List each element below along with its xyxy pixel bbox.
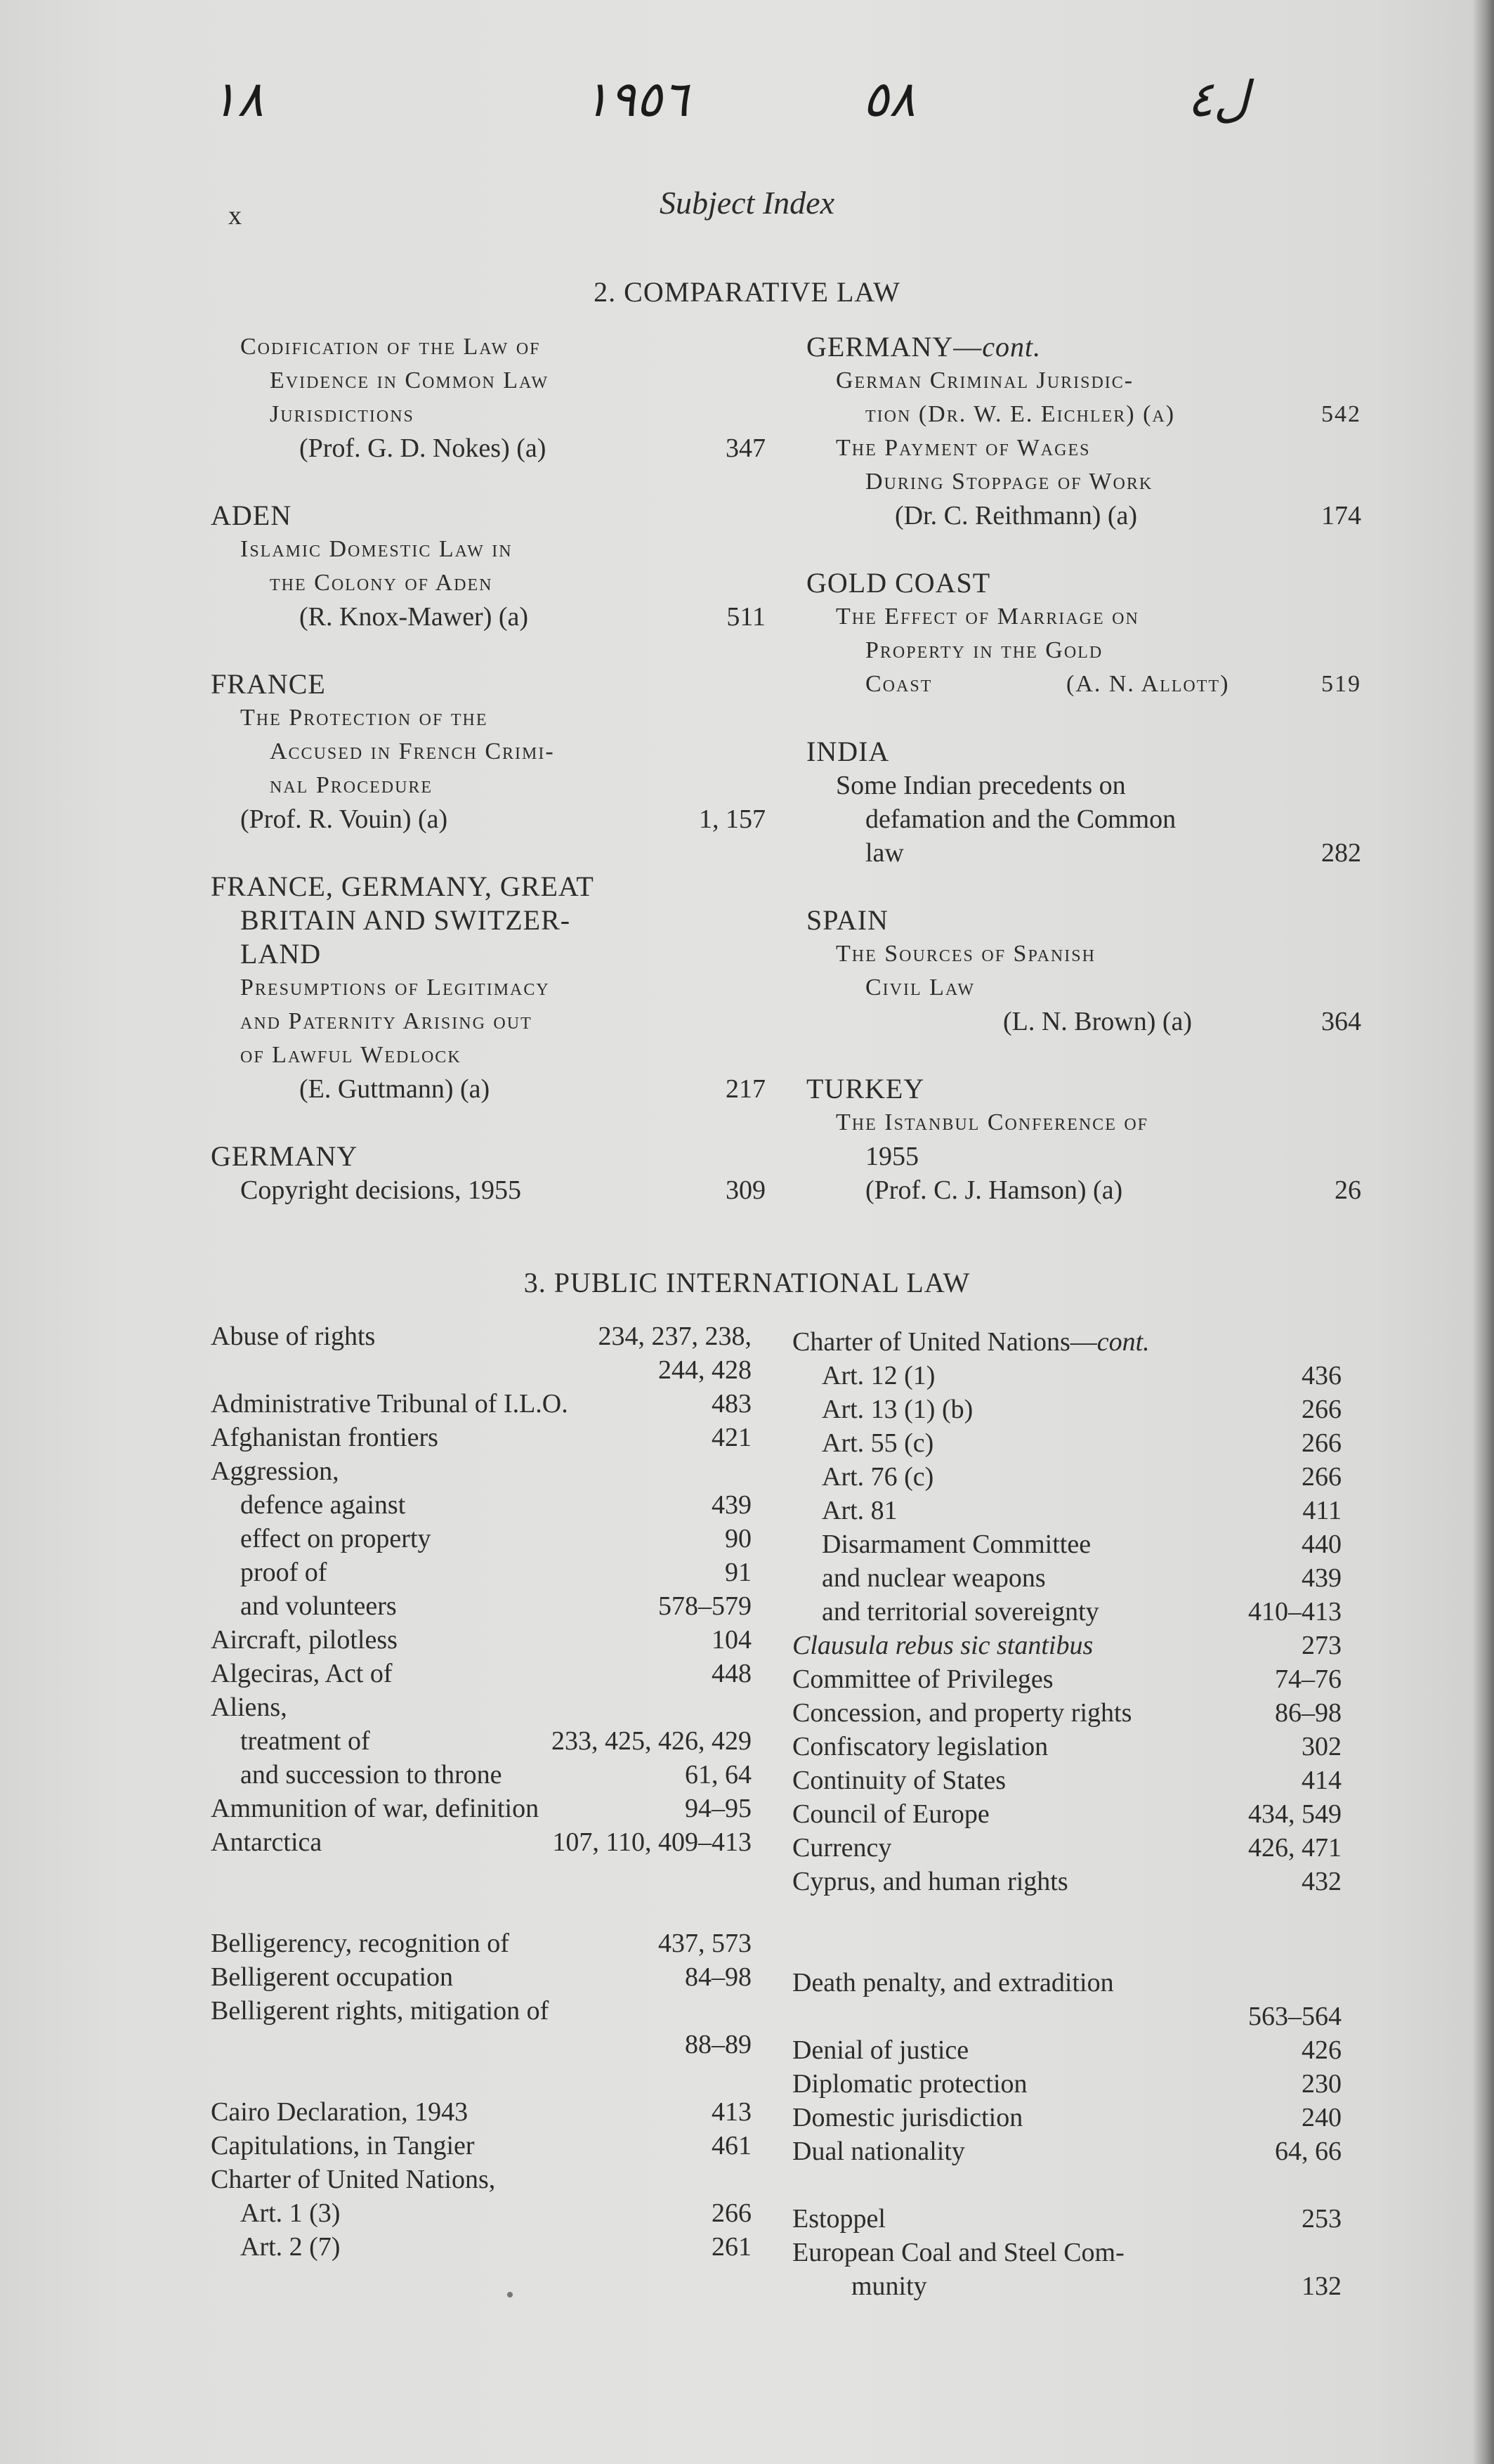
page-ref: 436 xyxy=(1302,1361,1342,1390)
country-heading: LAND xyxy=(240,938,322,970)
page-ref: 519 xyxy=(1321,671,1361,697)
page-ref: 302 xyxy=(1302,1732,1342,1761)
page-ref: 61, 64 xyxy=(685,1760,752,1790)
entry-author: (R. Knox-Mawer) (a) 511 xyxy=(211,600,766,634)
page-ref: 266 xyxy=(1302,1428,1342,1458)
page-ref: 217 xyxy=(726,1074,766,1104)
index-subentry: treatment of 233, 425, 426, 429 xyxy=(211,1724,752,1758)
page-ref: 461 xyxy=(712,2131,752,2160)
entry-title: tion (Dr. W. E. Eichler) (a) 542 xyxy=(806,398,1361,431)
index-subentry: and nuclear weapons 439 xyxy=(792,1561,1342,1595)
page-ref: 26 xyxy=(1335,1175,1361,1205)
country-heading: BRITAIN AND SWITZER- xyxy=(240,904,571,936)
entry-author: (Prof. R. Vouin) (a) 1, 157 xyxy=(211,802,766,836)
entry-title: Codification of the Law of xyxy=(240,334,541,360)
index-subentry: Art. 76 (c) 266 xyxy=(792,1460,1342,1494)
index-entry: Aliens, xyxy=(211,1693,287,1722)
entry-title: Some Indian precedents on xyxy=(836,771,1126,800)
page-ref: 253 xyxy=(1302,2204,1342,2234)
entry-title: of Lawful Wedlock xyxy=(240,1042,461,1068)
page-ref: 440 xyxy=(1302,1530,1342,1559)
running-head: Subject Index xyxy=(659,185,835,221)
page-ref: 266 xyxy=(712,2198,752,2228)
page-ref: 1, 157 xyxy=(699,804,766,834)
country-heading: INDIA xyxy=(806,736,890,767)
page-ref: 244, 428 xyxy=(658,1355,752,1385)
index-subentry: and territorial sovereignty 410–413 xyxy=(792,1595,1342,1629)
comparative-law-left-column xyxy=(211,330,766,1207)
page-ref: 233, 425, 426, 429 xyxy=(551,1726,752,1756)
index-entry: Clausula rebus sic stantibus 273 xyxy=(792,1629,1342,1662)
index-subentry: Disarmament Committee 440 xyxy=(792,1527,1342,1561)
entry-title: defamation and the Common xyxy=(865,804,1177,834)
country-heading: TURKEY xyxy=(806,1073,925,1104)
handwritten-note-2: ١٩٥٦ xyxy=(583,70,689,128)
international-law-right-column xyxy=(792,1325,1342,2303)
page-ref: 439 xyxy=(1302,1563,1342,1593)
page-ref: 132 xyxy=(1302,2271,1342,2301)
page-ref: 542 xyxy=(1321,401,1361,427)
page-ref: 104 xyxy=(712,1625,752,1655)
page-ref: 511 xyxy=(726,602,766,632)
index-subentry: Art. 2 (7) 261 xyxy=(211,2230,752,2264)
page-ref: 414 xyxy=(1302,1766,1342,1795)
page-ref: 94–95 xyxy=(685,1794,752,1823)
index-entry: Belligerent rights, mitigation of xyxy=(211,1996,549,2026)
index-entry: Estoppel 253 xyxy=(792,2202,1342,2236)
index-entry: Charter of United Nations, xyxy=(211,2165,496,2194)
page-ref: 410–413 xyxy=(1248,1597,1342,1627)
index-entry: Concession, and property rights 86–98 xyxy=(792,1696,1342,1730)
index-entry: Afghanistan frontiers 421 xyxy=(211,1421,752,1454)
handwritten-note-4: ل٤ xyxy=(1187,70,1250,128)
index-subentry: effect on property 90 xyxy=(211,1522,752,1556)
page-ref: 91 xyxy=(725,1558,752,1587)
international-law-left-column xyxy=(211,1319,752,2264)
comparative-law-right-column xyxy=(806,330,1361,1207)
page-ref: 364 xyxy=(1321,1007,1361,1036)
entry-title: The Sources of Spanish xyxy=(836,941,1096,967)
index-entry: Cyprus, and human rights 432 xyxy=(792,1865,1342,1898)
page-ref: 273 xyxy=(1302,1631,1342,1660)
page-ref: 261 xyxy=(712,2232,752,2262)
index-entry: Diplomatic protection 230 xyxy=(792,2067,1342,2101)
index-entry: Cairo Declaration, 1943 413 xyxy=(211,2095,752,2129)
index-entry: Confiscatory legislation 302 xyxy=(792,1730,1342,1764)
entry-author: (L. N. Brown) (a) 364 xyxy=(806,1005,1361,1038)
country-heading: GERMANY xyxy=(211,1140,358,1172)
index-entry: Ammunition of war, definition 94–95 xyxy=(211,1792,752,1825)
page-ref: 432 xyxy=(1302,1867,1342,1896)
page-ref: 86–98 xyxy=(1275,1698,1342,1728)
index-entry: Antarctica 107, 110, 409–413 xyxy=(211,1825,752,1859)
entry-title: Civil Law xyxy=(865,974,975,1000)
page-ref: 88–89 xyxy=(685,2030,752,2059)
country-heading: SPAIN xyxy=(806,904,889,936)
index-entry: Algeciras, Act of 448 xyxy=(211,1657,752,1690)
page-ref: 563–564 xyxy=(1248,2002,1342,2031)
index-entry: munity 132 xyxy=(792,2269,1342,2303)
index-entry: Charter of United Nations—cont. xyxy=(792,1327,1150,1357)
index-subentry: Art. 81 411 xyxy=(792,1494,1342,1527)
index-entry: Death penalty, and extradition xyxy=(792,1968,1114,1997)
entry-title: 1955 xyxy=(865,1142,919,1171)
page-ref: 434, 549 xyxy=(1248,1799,1342,1829)
entry-author: (E. Guttmann) (a) 217 xyxy=(211,1072,766,1106)
page-ref: 448 xyxy=(712,1659,752,1688)
entry-author: (A. N. Allott) xyxy=(1066,671,1230,697)
page-ref: 74–76 xyxy=(1275,1664,1342,1694)
index-subentry: Art. 1 (3) 266 xyxy=(211,2196,752,2230)
page-ref: 90 xyxy=(725,1524,752,1553)
section-heading-public-international-law: 3. PUBLIC INTERNATIONAL LAW xyxy=(523,1267,971,1298)
entry-title: The Protection of the xyxy=(240,705,488,731)
page-edge-shadow xyxy=(1473,0,1494,2464)
index-entry: European Coal and Steel Com- xyxy=(792,2238,1125,2267)
country-heading: FRANCE xyxy=(211,668,326,700)
index-entry xyxy=(211,2028,752,2061)
page-ref: 413 xyxy=(712,2097,752,2127)
page-ref: 240 xyxy=(1302,2103,1342,2132)
entry-title: nal Procedure xyxy=(270,772,433,798)
page-ref: 230 xyxy=(1302,2069,1342,2099)
index-entry: Continuity of States 414 xyxy=(792,1764,1342,1797)
print-speck xyxy=(507,2292,513,2297)
country-heading: ADEN xyxy=(211,500,292,531)
page-ref: 84–98 xyxy=(685,1962,752,1992)
entry-title: Copyright decisions, 1955 309 xyxy=(211,1173,766,1207)
index-subentry: proof of 91 xyxy=(211,1556,752,1589)
index-entry: Belligerent occupation 84–98 xyxy=(211,1960,752,1994)
page-ref: 411 xyxy=(1302,1496,1342,1525)
entry-title: the Colony of Aden xyxy=(270,570,493,596)
page-ref: 426, 471 xyxy=(1248,1833,1342,1863)
page-number: x xyxy=(228,201,242,230)
index-subentry: Art. 12 (1) 436 xyxy=(792,1359,1342,1393)
page-ref: 282 xyxy=(1321,838,1361,868)
entry-title: German Criminal Jurisdic- xyxy=(836,367,1134,393)
handwritten-note-3: ٥٨ xyxy=(863,70,916,128)
index-entry: Dual nationality 64, 66 xyxy=(792,2134,1342,2168)
index-subentry: Art. 13 (1) (b) 266 xyxy=(792,1393,1342,1426)
entry-title: and Paternity Arising out xyxy=(240,1008,532,1034)
entry-title: Islamic Domestic Law in xyxy=(240,536,513,562)
entry-title: The Effect of Marriage on xyxy=(836,604,1139,630)
index-entry: Aircraft, pilotless 104 xyxy=(211,1623,752,1657)
page-ref: 174 xyxy=(1321,501,1361,530)
country-heading: GERMANY—cont. xyxy=(806,331,1042,363)
index-subentry: defence against 439 xyxy=(211,1488,752,1522)
page-ref: 421 xyxy=(712,1423,752,1452)
entry-title: law 282 xyxy=(806,836,1361,870)
entry-title: The Payment of Wages xyxy=(836,435,1091,461)
index-entry xyxy=(211,1353,752,1387)
page-ref: 347 xyxy=(726,434,766,463)
page-ref: 266 xyxy=(1302,1462,1342,1492)
entry-title: Accused in French Crimi- xyxy=(270,738,555,764)
index-entry: Committee of Privileges 74–76 xyxy=(792,1662,1342,1696)
country-heading: GOLD COAST xyxy=(806,567,991,599)
index-subentry: and volunteers 578–579 xyxy=(211,1589,752,1623)
index-entry: Administrative Tribunal of I.L.O. 483 xyxy=(211,1387,752,1421)
entry-title: Presumptions of Legitimacy xyxy=(240,974,550,1000)
index-subentry: and succession to throne 61, 64 xyxy=(211,1758,752,1792)
page-ref: 107, 110, 409–413 xyxy=(552,1827,752,1857)
entry-title: Coast (A. N. Allott) 519 xyxy=(806,667,1361,701)
page-ref: 483 xyxy=(712,1389,752,1419)
page-ref: 266 xyxy=(1302,1395,1342,1424)
index-subentry: Art. 55 (c) 266 xyxy=(792,1426,1342,1460)
handwritten-note-1: ١٨ xyxy=(211,70,264,128)
page-ref: 426 xyxy=(1302,2035,1342,2065)
index-entry: Abuse of rights 234, 237, 238, xyxy=(211,1319,752,1353)
section-heading-comparative-law: 2. COMPARATIVE LAW xyxy=(594,276,900,308)
entry-title: Property in the Gold xyxy=(865,637,1103,663)
index-entry: Belligerency, recognition of 437, 573 xyxy=(211,1927,752,1960)
page-ref: 437, 573 xyxy=(658,1929,752,1958)
entry-author: (Prof. C. J. Hamson) (a) 26 xyxy=(806,1173,1361,1207)
page-ref: 309 xyxy=(726,1175,766,1205)
entry-author: (Dr. C. Reithmann) (a) 174 xyxy=(806,499,1361,533)
index-entry: Denial of justice 426 xyxy=(792,2033,1342,2067)
entry-title: Evidence in Common Law xyxy=(270,367,549,393)
index-entry xyxy=(792,2000,1342,2033)
page-ref: 439 xyxy=(712,1490,752,1520)
index-entry: Currency 426, 471 xyxy=(792,1831,1342,1865)
index-entry: Aggression, xyxy=(211,1456,339,1486)
page-ref: 234, 237, 238, xyxy=(598,1322,752,1351)
page-ref: 578–579 xyxy=(658,1591,752,1621)
entry-title: The Istanbul Conference of xyxy=(836,1109,1149,1135)
entry-title: During Stoppage of Work xyxy=(865,469,1153,495)
page-ref: 64, 66 xyxy=(1275,2137,1342,2166)
index-entry: Domestic jurisdiction 240 xyxy=(792,2101,1342,2134)
index-entry: Capitulations, in Tangier 461 xyxy=(211,2129,752,2163)
entry-title: Jurisdictions xyxy=(270,401,414,427)
index-entry: Council of Europe 434, 549 xyxy=(792,1797,1342,1831)
country-heading: FRANCE, GERMANY, GREAT xyxy=(211,871,594,902)
entry-author: (Prof. G. D. Nokes) (a) 347 xyxy=(211,431,766,465)
